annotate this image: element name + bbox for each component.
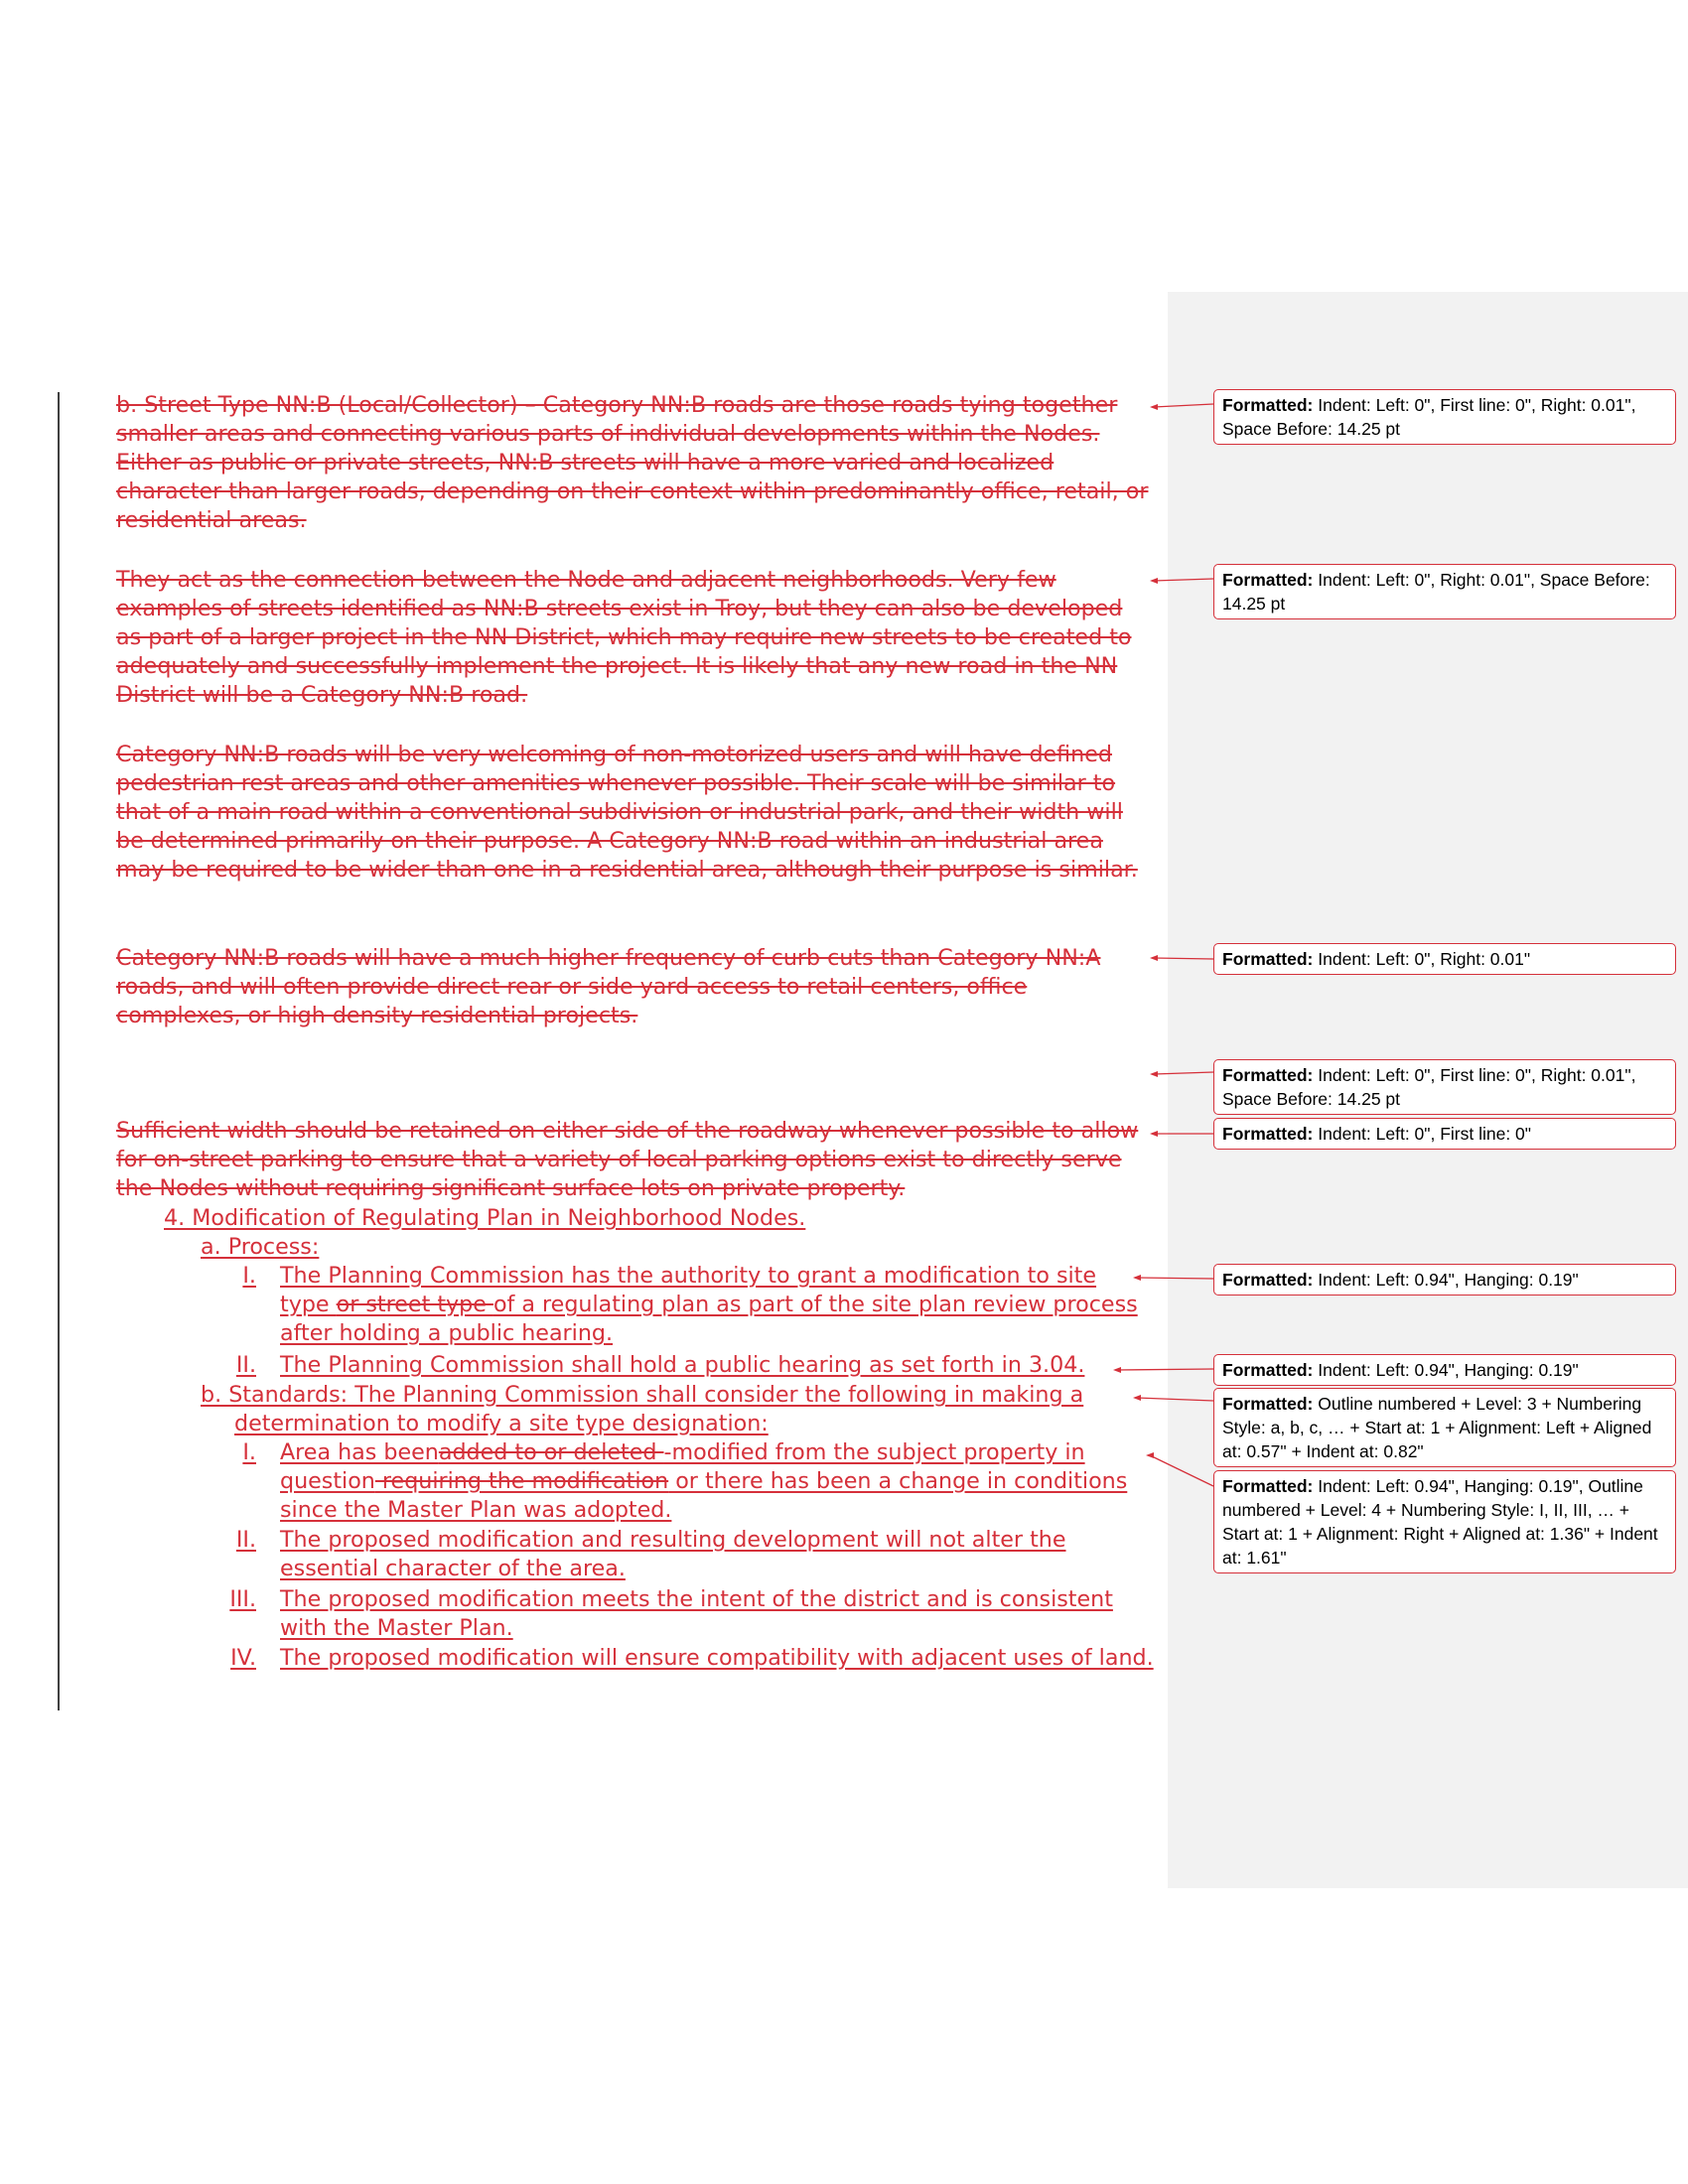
comment-balloon[interactable]: Formatted: Indent: Left: 0", Right: 0.01" bbox=[1213, 943, 1676, 975]
comment-balloon[interactable]: Formatted: Indent: Left: 0", Right: 0.01", Space Before: 14.25 pt bbox=[1213, 564, 1676, 619]
deleted-paragraph-street-type: b. Street Type NN:B (Local/Collector) – Category NN:B roads are those roads tying together smaller areas and connecting various parts of individual developments within the Nodes. Either as public or private streets, NN:B streets will have a more varied and localized character than larger roads, depending on their context within predominantly office, retail, or residential areas. bbox=[116, 392, 1149, 533]
comment-balloon[interactable]: Formatted: Indent: Left: 0.94", Hanging: 0.19" bbox=[1213, 1264, 1676, 1296]
inserted-text: of a regulating plan as part of the site plan review process after holding a public hearing. bbox=[280, 1292, 1138, 1346]
list-item-b: b. Standards: The Planning Commission shall consider the following in making a determination to modify a site type designation: bbox=[201, 1382, 1084, 1436]
comment-balloon[interactable]: Formatted: Outline numbered + Level: 3 + Numbering Style: a, b, c, … + Start at: 1 + Alignment: Left + Aligned at: 0.57" + Indent at: 0.82" bbox=[1213, 1388, 1676, 1467]
list-text-b2: The proposed modification and resulting development will not alter the essential character of the area. bbox=[280, 1527, 1066, 1581]
list-text-b3: The proposed modification meets the intent of the district and is consistent with the Master Plan. bbox=[280, 1586, 1113, 1641]
list-text-a2: The Planning Commission shall hold a public hearing as set forth in 3.04. bbox=[280, 1352, 1085, 1378]
comment-balloon[interactable]: Formatted: Indent: Left: 0", First line: 0", Right: 0.01", Space Before: 14.25 pt bbox=[1213, 1059, 1676, 1115]
comment-balloon[interactable]: Formatted: Indent: Left: 0", First line: 0", Right: 0.01", Space Before: 14.25 pt bbox=[1213, 389, 1676, 445]
deleted-text: or street type bbox=[336, 1292, 493, 1317]
list-number-a1: I. bbox=[242, 1263, 256, 1289]
list-item-4: 4. Modification of Regulating Plan in Neighborhood Nodes. bbox=[164, 1205, 806, 1231]
deleted-text: requiring the modification bbox=[374, 1468, 669, 1494]
comment-balloon[interactable]: Formatted: Indent: Left: 0.94", Hanging: 0.19" bbox=[1213, 1354, 1676, 1386]
comment-balloon[interactable]: Formatted: Indent: Left: 0", First line: 0" bbox=[1213, 1118, 1676, 1150]
inserted-text: Area has been bbox=[280, 1439, 439, 1465]
list-number-b1: I. bbox=[242, 1439, 256, 1465]
list-text-b4: The proposed modification will ensure compatibility with adjacent uses of land. bbox=[280, 1645, 1154, 1671]
list-item-a: a. Process: bbox=[201, 1234, 320, 1260]
deleted-text: added to or deleted bbox=[438, 1439, 664, 1465]
deleted-paragraph-curb-cuts: Category NN:B roads will have a much higher frequency of curb cuts than Category NN:A roads, and will often provide direct rear or side yard access to retail centers, office complexes, or high density residential projects. bbox=[116, 945, 1101, 1028]
deleted-paragraph-width: Sufficient width should be retained on either side of the roadway whenever possible to allow for on-street parking to ensure that a variety of local parking options exist to directly serve the Nodes without requiring significant surface lots on private property. bbox=[116, 1118, 1139, 1201]
comment-balloon[interactable]: Formatted: Indent: Left: 0.94", Hanging: 0.19", Outline numbered + Level: 4 + Numbering Style: I, II, III, … + Start at: 1 + Alignment: Right + Aligned at: 1.36" + Indent at: 1.61" bbox=[1213, 1470, 1676, 1573]
deleted-paragraph-nonmotorized: Category NN:B roads will be very welcoming of non-motorized users and will have defined pedestrian rest areas and other amenities whenever possible. Their scale will be similar to that of a main road within a conventional subdivision or industrial park, and their width will be determined primarily on their purpose. A Category NN:B road within an industrial area may be required to be wider than one in a residential area, although their purpose is similar. bbox=[116, 742, 1138, 883]
list-number-b2: II. bbox=[235, 1527, 256, 1553]
list-number-b4: IV. bbox=[230, 1645, 256, 1671]
inserted-text: The Planning Commission has the authority to grant a modification to site type bbox=[280, 1263, 1097, 1317]
list-number-b3: III. bbox=[229, 1586, 256, 1612]
list-number-a2: II. bbox=[235, 1352, 256, 1378]
inserted-text: or there has been a change in conditions since the Master Plan was adopted. bbox=[280, 1468, 1128, 1523]
inserted-text: -modified from the subject property in question bbox=[280, 1439, 1085, 1494]
deleted-paragraph-connection: They act as the connection between the Node and adjacent neighborhoods. Very few examples of streets identified as NN:B streets exist in Troy, but they can also be developed as part of a larger project in the NN District, which may require new streets to be created to adequately and successfully implement the project. It is likely that any new road in the NN District will be a Category NN:B road. bbox=[116, 567, 1132, 708]
